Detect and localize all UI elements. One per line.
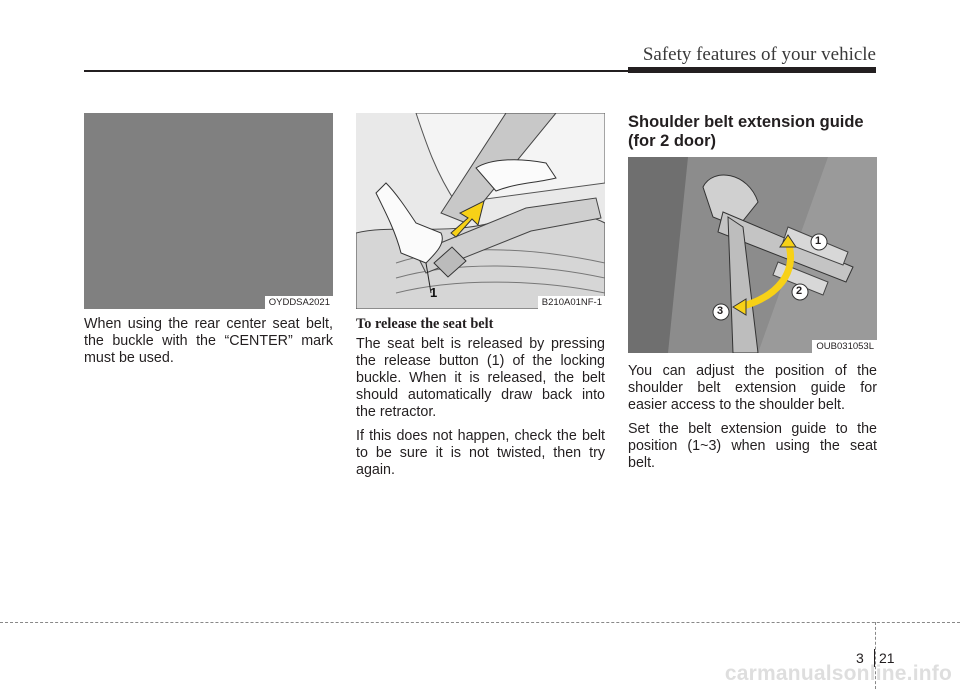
callout-label: 1	[815, 235, 822, 247]
figure-code: OYDDSA2021	[265, 296, 333, 309]
callout-label: 3	[717, 305, 724, 317]
extension-guide-figure	[628, 157, 877, 353]
release-subheading: To release the seat belt	[356, 316, 494, 332]
figure-code: B210A01NF-1	[538, 296, 605, 309]
callout-label: 2	[796, 285, 803, 297]
footer-rule	[0, 622, 960, 623]
paragraph: The seat belt is released by pressing the release button (1) of the locking buckle. When it is released, the belt should automatically draw back into the retractor.	[356, 336, 605, 420]
figure-code: OUB031053L	[812, 340, 877, 353]
extension-guide-illustration	[628, 157, 877, 353]
paragraph: If this does not happen, check the belt to be sure it is not twisted, then try again.	[356, 428, 605, 478]
section-title: Safety features of your vehicle	[642, 44, 876, 65]
chapter-number: 3	[856, 650, 864, 666]
watermark: carmanualsonline.info	[724, 662, 952, 685]
belt-release-figure	[356, 113, 605, 309]
header-rule-accent	[628, 67, 876, 73]
belt-release-illustration	[356, 113, 605, 309]
rear-center-belt-text	[84, 316, 333, 374]
rear-center-belt-figure	[84, 113, 333, 309]
release-text	[356, 336, 605, 486]
extension-guide-text	[628, 363, 877, 479]
callout-label: 1	[430, 285, 438, 300]
extension-guide-heading: Shoulder belt extension guide (for 2 door)	[628, 113, 864, 150]
paragraph: When using the rear center seat belt, the buckle with the “CENTER” mark must be used.	[84, 316, 333, 366]
paragraph: You can adjust the position of the shoulder belt extension guide for easier access to the shoulder belt.	[628, 363, 877, 413]
paragraph: Set the belt extension guide to the position (1~3) when using the seat belt.	[628, 421, 877, 471]
page-number: 21	[879, 650, 895, 666]
